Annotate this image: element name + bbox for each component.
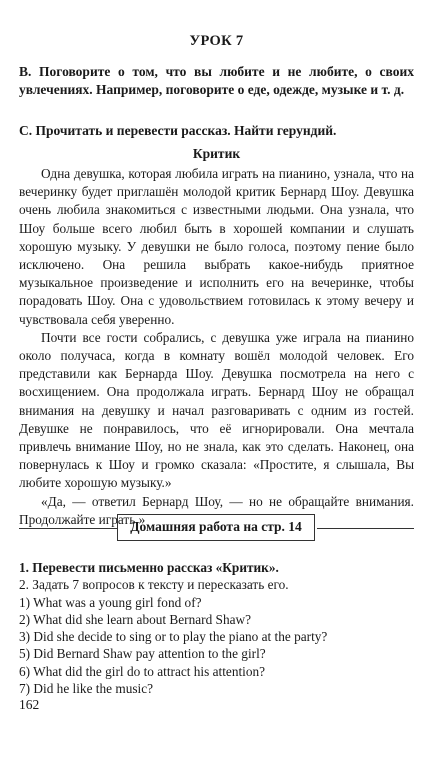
question-item: 2) What did she learn about Bernard Shaw?	[19, 611, 252, 627]
task-c-instruction: С. Прочитать и перевести рассказ. Найти герундий.	[19, 123, 337, 138]
question-item: 3) Did she decide to sing or to play the piano at the party?	[19, 629, 328, 645]
homework-header: Домашняя работа на стр. 14	[117, 514, 315, 541]
story-text	[19, 165, 414, 529]
task-b-instruction: В. Поговорите о том, что вы любите и не любите, о своих увлечениях. Например, поговорите о еде, одежде, музыке и т. д.	[19, 64, 414, 97]
homework-list	[19, 559, 414, 697]
divider-line-right	[317, 528, 414, 529]
question-item: 1) What was a young girl fond of?	[19, 594, 202, 610]
divider-line-left	[19, 528, 117, 529]
textbook-page	[19, 0, 414, 776]
question-item: 7) Did he like the music?	[19, 681, 154, 697]
page-number: 162	[19, 697, 40, 712]
story-title: Критик	[192, 146, 241, 161]
story-paragraph: «Да, — ответил Бернард Шоу, — но не обращайте внимания. Продолжайте играть.»	[19, 493, 414, 527]
lesson-title: УРОК 7	[189, 33, 244, 49]
question-item: 6) What did the girl do to attract his attention?	[19, 663, 266, 679]
question-item: 5) Did Bernard Shaw pay attention to the girl?	[19, 646, 266, 662]
story-paragraph: Одна девушка, которая любила играть на пианино, узнала, что на вечеринку будет приглашён молодой критик Бернард Шоу. Девушка очень любила знакомиться с известными людьми. Она узнала, что Шоу больше всего любил быть в хорошей компании и слушать хорошую музыку. У девушки не было голоса, поэтому пение было исключено. Она решила выбрать какое-нибудь приятное музыкальное произведение и исполнить его на вечеринке, чтобы порадовать Шоу. Она с удовольствием готовилась к этому вечеру и чувствовала себя уверенно.	[19, 166, 414, 327]
story-paragraph: Почти все гости собрались, с девушка уже играла на пианино около получаса, когда в комнату вошёл молодой человек. Его представили как Бернарда Шоу. Девушка посмотрела на него с восхищением. Она продолжала играть. Бернард Шоу не обращал внимания на девушку и начал разговаривать с одним из гостей. Девушке не понравилось, что её игнорировали. Она мечтала привлечь внимание Шоу, но не знала, как это сделать. Наконец, она повернулась к Шоу и громко сказала: «Простите, я слышала, Вы любите хорошую музыку.»	[19, 329, 414, 491]
homework-item: 1. Перевести письменно рассказ «Критик».	[19, 560, 279, 575]
homework-item: 2. Задать 7 вопросов к тексту и пересказать его.	[19, 577, 289, 593]
